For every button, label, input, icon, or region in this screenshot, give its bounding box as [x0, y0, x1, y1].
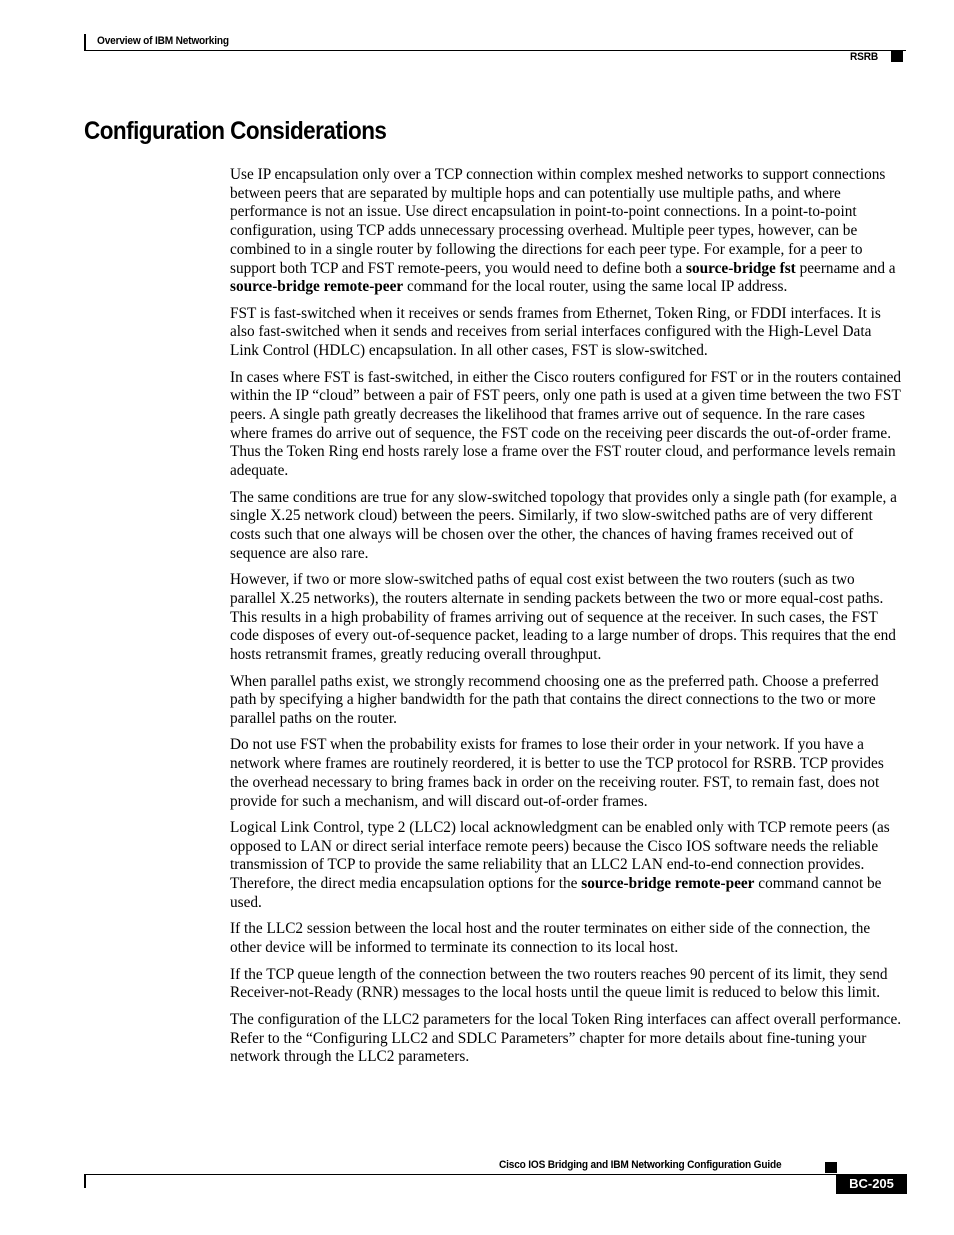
paragraph-text: FST is fast-switched when it receives or sends frames from Ethernet, Token Ring, or FDDI interfaces. It is also fast-switched when it sends and receives from serial interfaces configured with the High-Level Data Link Control (HDLC) encapsulation. In all other cases, FST is slow-switched.: [230, 304, 881, 360]
paragraph-text: The configuration of the LLC2 parameters for the local Token Ring interfaces can affect overall performance. Refer to the “Configuring LLC2 and SDLC Parameters” chapter for more details about fine-tuning your network through the LLC2 parameters.: [230, 1010, 902, 1066]
body-paragraph: [230, 673, 902, 729]
footer-guide-title: Cisco IOS Bridging and IBM Networking Configuration Guide: [499, 1159, 782, 1171]
paragraph-text: If the TCP queue length of the connection between the two routers reaches 90 percent of its limit, they send Receiver-not-Ready (RNR) messages to the local hosts until the queue limit is reduced to below this limit.: [230, 965, 888, 1002]
body-paragraph: [230, 489, 902, 564]
header-left-rule: [84, 34, 86, 51]
body-paragraph: [230, 166, 902, 297]
body-paragraph: [230, 920, 902, 957]
body-text: [230, 166, 902, 1075]
body-paragraph: [230, 1011, 902, 1067]
body-paragraph: [230, 966, 902, 1003]
body-paragraph: [230, 369, 902, 481]
paragraph-text: However, if two or more slow-switched paths of equal cost exist between the two routers (such as two parallel X.25 networks), the routers alternate in sending packets between the two or more equal-cost paths. This results in a high probability of frames arriving out of sequence at the receiver. In such cases, the FST code disposes of every out-of-sequence packet, leading to a large number of drops. This requires that the end hosts retransmit frames, greatly reducing overall throughput.: [230, 571, 896, 664]
body-paragraph: [230, 571, 902, 665]
footer-left-rule: [84, 1174, 86, 1188]
page-title: Configuration Considerations: [84, 117, 387, 145]
header-topic: RSRB: [850, 51, 878, 63]
command-name: source-bridge remote-peer: [581, 875, 755, 893]
paragraph-text: The same conditions are true for any slow-switched topology that provides only a single path (for example, a single X.25 network cloud) between the peers. Similarly, if two slow-switched paths are of very different costs such that one always will be chosen over the other, the chances of having frames received out of sequence are also rare.: [230, 488, 897, 562]
paragraph-text: Logical Link Control, type 2 (LLC2) local acknowledgment can be enabled only with TCP remote peers (as opposed to LAN or direct serial interface remote peers) because the Cisco IOS software needs the reliable transmission of TCP to provide the same reliability that an LLC2 LAN end-to-end connection provides. Therefore, the direct media encapsulation options for the: [230, 819, 890, 893]
body-paragraph: [230, 736, 902, 811]
paragraph-text: If the LLC2 session between the local host and the router terminates on either side of the connection, the other device will be informed to terminate its connection to its local host.: [230, 920, 871, 957]
header-rule: [84, 50, 906, 51]
page-number: BC-205: [836, 1174, 907, 1194]
paragraph-text: Do not use FST when the probability exists for frames to lose their order in your network. If you have a network where frames are routinely reordered, it is better to use the TCP protocol for RSRB. TCP provides the overhead necessary to bring frames back in order on the receiving router. FST, to remain fast, does not provide for such a mechanism, and will discard out-of-order frames.: [230, 736, 884, 810]
command-name: source-bridge fst: [686, 259, 796, 277]
header-marker: [891, 51, 903, 62]
command-name: source-bridge remote-peer: [230, 278, 404, 296]
body-paragraph: [230, 819, 902, 913]
paragraph-text: In cases where FST is fast-switched, in either the Cisco routers configured for FST or in the routers contained within the IP “cloud” between a pair of FST peers, only one path is used at a given time between the two FST peers. A single path greatly decreases the likelihood that frames arrive out of sequence. In the rare cases where frames do arrive out of sequence, the FST code on the receiving peer discards the out-of-order frame. Thus the Token Ring end hosts rarely lose a frame over the FST router cloud, and performance levels remain adequate.: [230, 368, 902, 480]
paragraph-text: peername and a: [795, 259, 896, 277]
body-paragraph: [230, 305, 902, 361]
paragraph-text: Use IP encapsulation only over a TCP connection within complex meshed networks to support connections between peers that are separated by multiple hops and can potentially use multiple paths, and where performance is not an issue. Use direct encapsulation in point-to-point connections. In a point-to-point configuration, using TCP adds unnecessary processing overhead. Multiple peer types, however, can be combined to in a single router by following the directions for each peer type. For example, for a peer to support both TCP and FST remote-peers, you would need to define both a: [230, 166, 886, 277]
paragraph-text: command for the local router, using the same local IP address.: [403, 278, 788, 296]
footer-marker: [825, 1162, 837, 1173]
paragraph-text: When parallel paths exist, we strongly recommend choosing one as the preferred path. Choose a preferred path by specifying a higher bandwidth for the path that contains the direct connections to the two or more parallel paths on the router.: [230, 672, 879, 727]
paragraph-text: command cannot be used.: [230, 875, 882, 911]
header-section: Overview of IBM Networking: [97, 35, 229, 47]
footer-rule: [84, 1174, 836, 1175]
